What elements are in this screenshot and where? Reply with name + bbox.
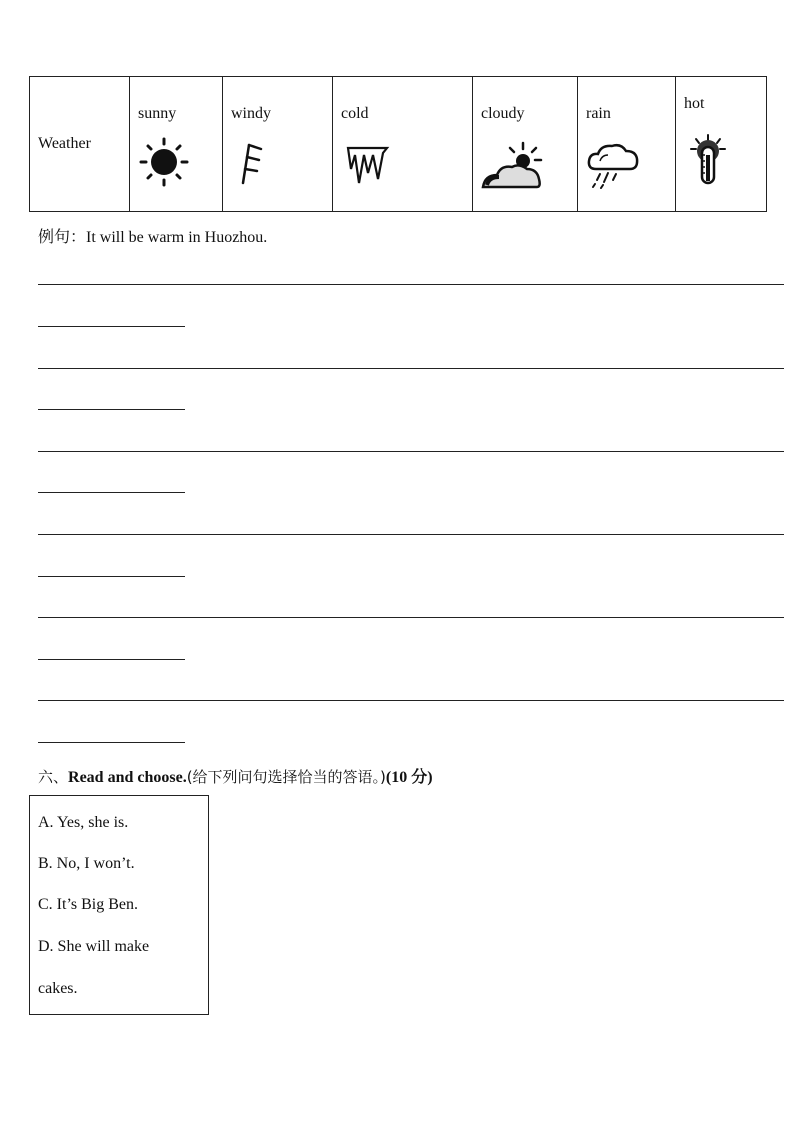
weather-cell-hot bbox=[676, 77, 767, 212]
weather-label-rain: rain bbox=[586, 105, 611, 122]
weather-cell-cloudy bbox=[473, 77, 578, 212]
option-c: C. It’s Big Ben. bbox=[38, 896, 139, 913]
answer-line-end[interactable] bbox=[38, 576, 185, 577]
option-d: D. She will make bbox=[38, 938, 150, 955]
weather-table bbox=[29, 76, 767, 212]
icicle-icon bbox=[345, 143, 391, 189]
answer-line[interactable] bbox=[38, 534, 784, 535]
wind-icon bbox=[231, 139, 271, 191]
option-a: A. Yes, she is. bbox=[38, 814, 129, 831]
weather-header-cell bbox=[30, 77, 130, 212]
weather-label-cold: cold bbox=[341, 105, 369, 122]
section-six-title bbox=[38, 764, 433, 787]
weather-label-windy: windy bbox=[231, 105, 271, 122]
answer-line-end[interactable] bbox=[38, 742, 185, 743]
example-sentence: 例句：It will be warm in Huozhou. bbox=[38, 229, 268, 246]
weather-label-cloudy: cloudy bbox=[481, 105, 525, 122]
option-b: B. No, I won’t. bbox=[38, 855, 135, 872]
section-score: (10 分) bbox=[385, 769, 433, 786]
weather-cell-cold bbox=[333, 77, 473, 212]
answer-line[interactable] bbox=[38, 700, 784, 701]
sun-icon bbox=[138, 135, 194, 191]
weather-cell-rain bbox=[578, 77, 676, 212]
weather-cell-windy bbox=[223, 77, 333, 212]
answer-line[interactable] bbox=[38, 368, 784, 369]
thermometer-sun-icon bbox=[688, 133, 728, 191]
section-title-cn: (给下列问句选择恰当的答语。) bbox=[186, 768, 386, 786]
section-title-en: Read and choose. bbox=[68, 769, 187, 786]
answer-line-end[interactable] bbox=[38, 326, 185, 327]
option-d-continued: cakes. bbox=[38, 980, 78, 997]
weather-cell-sunny bbox=[130, 77, 223, 212]
answer-options-box bbox=[29, 795, 209, 1015]
answer-line-end[interactable] bbox=[38, 492, 185, 493]
answer-line[interactable] bbox=[38, 617, 784, 618]
cloud-sun-icon bbox=[479, 139, 549, 191]
weather-label-hot: hot bbox=[684, 95, 705, 112]
answer-line-end[interactable] bbox=[38, 409, 185, 410]
rain-cloud-icon bbox=[586, 139, 642, 189]
answer-line[interactable] bbox=[38, 284, 784, 285]
section-number: 六、 bbox=[38, 768, 69, 786]
answer-line-end[interactable] bbox=[38, 659, 185, 660]
weather-header: Weather bbox=[38, 135, 91, 152]
weather-label-sunny: sunny bbox=[138, 105, 177, 122]
answer-line[interactable] bbox=[38, 451, 784, 452]
